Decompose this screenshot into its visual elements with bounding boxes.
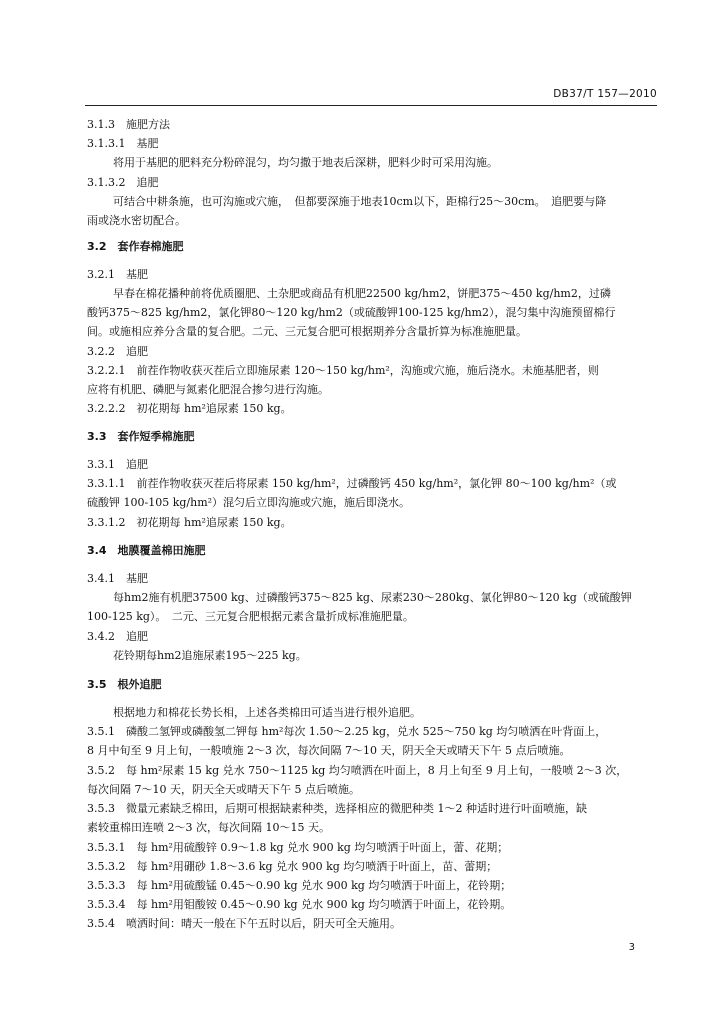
paragraph: 早春在棉花播种前将优质圈肥、土杂肥或商品有机肥22500 kg/hm2，饼肥375～450 kg/hm2，过磷 [113,287,611,300]
clause-3-5-3-2: 3.5.3.2 每 hm²用硼砂 1.8～3.6 kg 兑水 900 kg 均匀喷洒于叶面上，苗、蕾期； [87,860,498,873]
clause-3-3-1-1: 3.3.1.1 前茬作物收获灭茬后将尿素 150 kg/hm²，过磷酸钙 450 kg/hm²，氯化钾 80～100 kg/hm²（或 [87,477,617,490]
paragraph-cont: 间。或施相应养分含量的复合肥。二元、三元复合肥可根据期养分含量折算为标准施肥量。 [87,325,527,338]
clause-3-3-1-2: 3.3.1.2 初花期每 hm²追尿素 150 kg。 [87,516,292,529]
paragraph-cont: 100-125 kg）。 二元、三元复合肥根据元素含量折成标准施肥量。 [87,610,414,623]
clause-3-2-1: 3.2.1 基肥 [87,268,148,281]
document-header-id: DB37/T 157—2010 [553,88,657,100]
clause-3-2-2-1: 3.2.2.1 前茬作物收获灭茬后立即施尿素 120～150 kg/hm²，沟施或穴施，施后浇水。未施基肥者，则 [87,364,599,377]
clause-3-5-3-3: 3.5.3.3 每 hm²用硫酸锰 0.45～0.90 kg 兑水 900 kg 均匀喷洒于叶面上，花铃期； [87,879,512,892]
paragraph-cont: 酸钙375～825 kg/hm2，氯化钾80～120 kg/hm2（或硫酸钾100-125 kg/hm2），混匀集中沟施预留棉行 [87,306,616,319]
clause-3-5-4: 3.5.4 喷洒时间：晴天一般在下午五时以后，阴天可全天施用。 [87,917,401,930]
clause-3-5-3-4: 3.5.3.4 每 hm²用钼酸铵 0.45～0.90 kg 兑水 900 kg 均匀喷洒于叶面上，花铃期。 [87,898,512,911]
paragraph: 花铃期每hm2追施尿素195～225 kg。 [113,649,307,662]
paragraph-cont: 8 月中旬至 9 月上旬，一般喷施 2～3 次，每次间隔 7～10 天，阴天全天或晴天下午 5 点后喷施。 [87,744,571,757]
paragraph-cont: 应将有机肥、磷肥与氮素化肥混合掺匀进行沟施。 [87,383,329,396]
page-number: 3 [628,942,635,953]
paragraph: 每hm2施有机肥37500 kg、过磷酸钙375～825 kg、尿素230～280kg、氯化钾80～120 kg（或硫酸钾 [113,591,632,604]
clause-3-4-2: 3.4.2 追肥 [87,630,148,643]
clause-3-5-2: 3.5.2 每 hm²尿素 15 kg 兑水 750～1125 kg 均匀喷洒在叶面上，8 月上旬至 9 月上旬，一般喷 2～3 次， [87,764,628,777]
header-rule [85,105,657,106]
paragraph-cont: 每次间隔 7～10 天，阴天全天或晴天下午 5 点后喷施。 [87,783,360,796]
clause-3-2-2: 3.2.2 追肥 [87,345,148,358]
section-3-5-heading: 3.5 根外追肥 [87,678,162,691]
clause-3-5-3-1: 3.5.3.1 每 hm²用硫酸锌 0.9～1.8 kg 兑水 900 kg 均匀喷洒于叶面上，蕾、花期； [87,841,509,854]
paragraph-cont: 硫酸钾 100-105 kg/hm²）混匀后立即沟施或穴施，施后即浇水。 [87,496,411,509]
clause-3-3-1: 3.3.1 追肥 [87,458,148,471]
paragraph-cont: 素较重棉田连喷 2～3 次，每次间隔 10～15 天。 [87,821,330,834]
clause-3-5-1: 3.5.1 磷酸二氢钾或磷酸氢二钾每 hm²每次 1.50～2.25 kg，兑水 525～750 kg 均匀喷洒在叶背面上， [87,725,607,738]
paragraph: 根据地力和棉花长势长相，上述各类棉田可适当进行根外追肥。 [113,706,421,719]
clause-3-1-3-2: 3.1.3.2 追肥 [87,176,159,189]
clause-3-1-3-1: 3.1.3.1 基肥 [87,137,159,150]
section-3-4-heading: 3.4 地膜覆盖棉田施肥 [87,544,206,557]
clause-3-5-3: 3.5.3 微量元素缺乏棉田，后期可根据缺素种类，选择相应的微肥种类 1～2 种适时进行叶面喷施，缺 [87,802,587,815]
clause-3-2-2-2: 3.2.2.2 初花期每 hm²追尿素 150 kg。 [87,402,292,415]
clause-3-4-1: 3.4.1 基肥 [87,572,148,585]
section-3-2-heading: 3.2 套作春棉施肥 [87,240,184,253]
paragraph-cont: 雨或浇水密切配合。 [87,214,186,227]
paragraph: 可结合中耕条施，也可沟施或穴施， 但都要深施于地表10cm以下，距棉行25～30cm。 追肥要与降 [113,195,607,208]
clause-3-1-3: 3.1.3 施肥方法 [87,118,170,131]
paragraph: 将用于基肥的肥料充分粉碎混匀，均匀撒于地表后深耕，肥料少时可采用沟施。 [113,156,498,169]
section-3-3-heading: 3.3 套作短季棉施肥 [87,430,195,443]
